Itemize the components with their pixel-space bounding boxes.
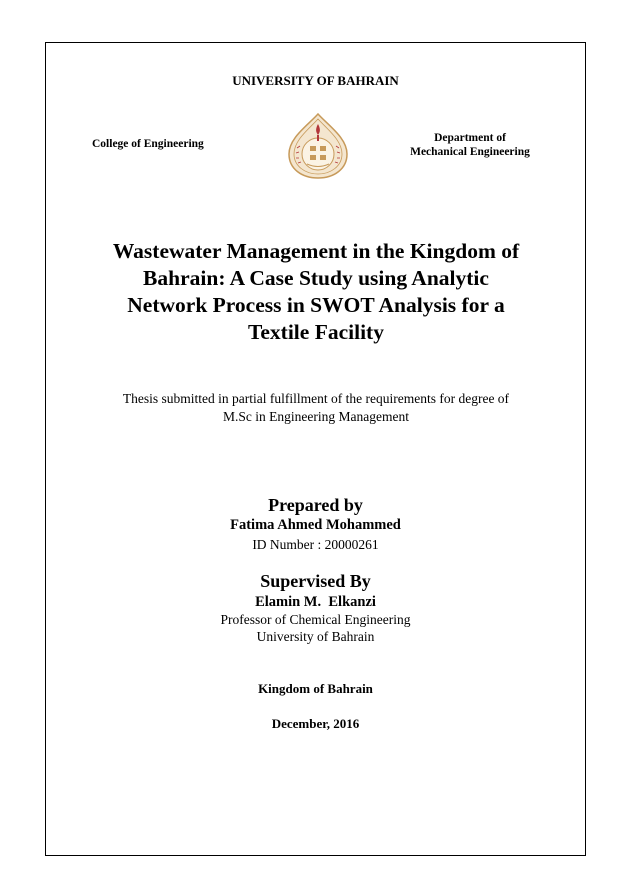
author-name: Fatima Ahmed Mohammed xyxy=(230,517,401,533)
university-seal-icon xyxy=(285,112,351,180)
supervised-by-heading: Supervised By xyxy=(260,571,371,591)
supervisor-position: Professor of Chemical Engineering xyxy=(220,612,411,627)
department-name xyxy=(390,131,550,159)
subtitle-line-1: Thesis submitted in partial fulfillment of the requirements for degree of xyxy=(122,391,510,406)
title-line-1: Wastewater Management in the Kingdom of xyxy=(112,239,520,263)
prepared-by-heading: Prepared by xyxy=(268,495,363,515)
title-line-2: Bahrain: A Case Study using Analytic xyxy=(143,266,489,290)
department-line-2: Mechanical Engineering xyxy=(410,146,530,158)
submission-date: December, 2016 xyxy=(271,716,360,731)
thesis-title xyxy=(70,238,562,346)
subtitle-line-2: M.Sc in Engineering Management xyxy=(223,409,409,424)
title-line-3: Network Process in SWOT Analysis for a xyxy=(127,293,505,317)
supervisor-name: Elamin M. Elkanzi xyxy=(255,594,376,610)
university-name: UNIVERSITY OF BAHRAIN xyxy=(232,73,399,88)
college-name: College of Engineering xyxy=(92,138,204,150)
department-line-1: Department of xyxy=(434,132,506,144)
author-id-number: ID Number : 20000261 xyxy=(252,537,379,552)
supervisor-affiliation: University of Bahrain xyxy=(256,629,375,644)
title-line-4: Textile Facility xyxy=(248,320,384,344)
thesis-subtitle xyxy=(80,390,552,426)
location-text: Kingdom of Bahrain xyxy=(258,681,373,696)
